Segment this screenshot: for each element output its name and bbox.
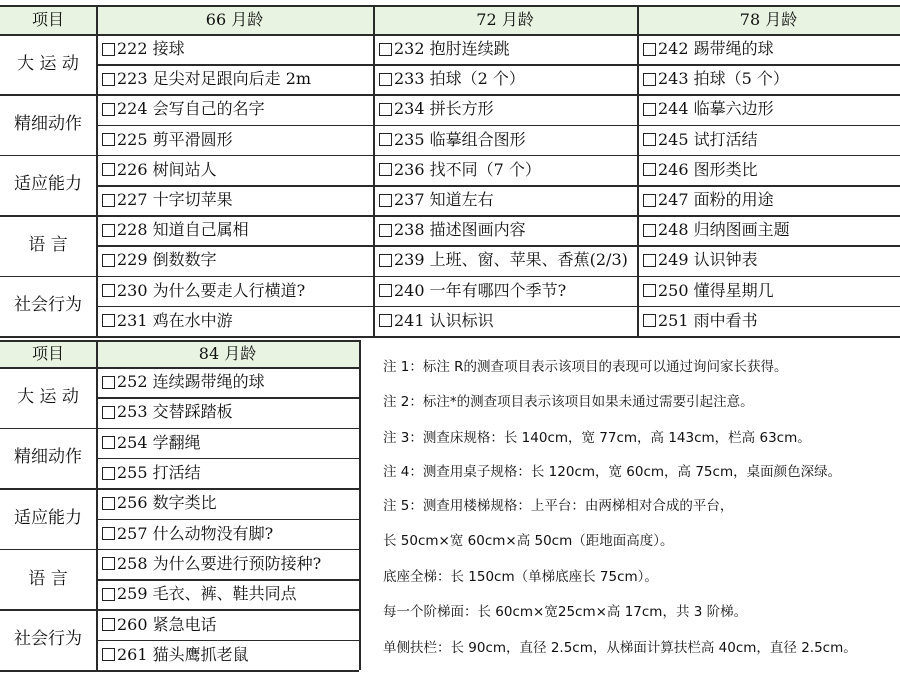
item-text: 249 认识钟表: [658, 250, 758, 270]
grid-line: [637, 5, 639, 336]
checkbox: [379, 73, 392, 86]
table-cell: [96, 549, 359, 579]
checkbox: [379, 254, 392, 267]
table-cell: [373, 245, 637, 275]
checkbox: [379, 103, 392, 116]
table-cell: [96, 34, 373, 64]
checkbox: [102, 588, 115, 601]
checkbox: [379, 43, 392, 56]
grid-line: [0, 34, 900, 36]
item-text: 240 一年有哪四个季节?: [394, 280, 567, 300]
grid-line: [96, 640, 359, 642]
checkbox: [643, 133, 656, 146]
grid-line: [96, 397, 359, 399]
category-label: 大 运 动: [17, 386, 79, 407]
table-cell: [96, 640, 359, 670]
note-line: 注 3：测查床规格：长 140cm，宽 77cm，高 143cm，栏高 63cm。: [383, 430, 811, 446]
item-text: 224 会写自己的名字: [117, 99, 265, 119]
note-line: 每一个阶梯面：长 60cm×宽25cm×高 17cm，共 3 阶梯。: [383, 604, 748, 620]
checkbox: [643, 163, 656, 176]
item-text: 253 交替踩踏板: [117, 402, 233, 422]
checkbox: [102, 284, 115, 297]
table-cell: [373, 64, 637, 94]
grid-line: [373, 5, 375, 336]
item-text: 254 学翻绳: [117, 432, 201, 452]
checkbox: [102, 376, 115, 389]
checkbox: [102, 497, 115, 510]
note-line: 长 50cm×宽 60cm×高 50cm（距地面高度）。: [383, 533, 674, 549]
grid-line: [96, 306, 900, 308]
item-text: 237 知道左右: [394, 190, 494, 210]
checkbox: [643, 194, 656, 207]
grid-line: [96, 125, 900, 127]
item-text: 229 倒数数字: [117, 250, 217, 270]
category-label: 适应能力: [14, 174, 82, 195]
checkbox: [102, 406, 115, 419]
item-text: 256 数字类比: [117, 493, 217, 513]
item-text: 242 踢带绳的球: [658, 39, 774, 59]
grid-line: [0, 428, 359, 430]
item-text: 233 拍球（2 个）: [394, 69, 525, 89]
item-text: 222 接球: [117, 39, 185, 59]
table-cell: [96, 245, 373, 275]
item-text: 235 临摹组合图形: [394, 129, 526, 149]
header-78-months: 78 月龄: [637, 5, 900, 34]
checkbox: [102, 467, 115, 480]
table-cell: [637, 64, 900, 94]
grid-line: [0, 670, 359, 672]
table-cell: [637, 125, 900, 155]
checkbox: [379, 163, 392, 176]
item-text: 260 紧急电话: [117, 614, 217, 634]
checkbox: [102, 224, 115, 237]
checkbox: [379, 194, 392, 207]
item-text: 261 猫头鹰抓老鼠: [117, 644, 249, 664]
table-cell: [96, 488, 359, 518]
grid-line: [0, 488, 359, 490]
item-text: 225 剪平滑圆形: [117, 129, 233, 149]
grid-line: [96, 5, 98, 336]
category-label: 精细动作: [14, 447, 82, 468]
grid-line: [0, 336, 900, 338]
item-text: 257 什么动物没有脚?: [117, 523, 274, 543]
table-cell: [96, 397, 359, 427]
table-cell: [637, 94, 900, 124]
table-cell: [96, 306, 373, 336]
table-cell: [373, 155, 637, 185]
checkbox: [102, 314, 115, 327]
checkbox: [102, 73, 115, 86]
item-text: 255 打活结: [117, 463, 201, 483]
checkbox: [643, 224, 656, 237]
grid-line: [0, 276, 900, 278]
item-text: 226 树间站人: [117, 159, 217, 179]
header-item: 项目: [0, 5, 96, 34]
grid-line: [96, 64, 900, 66]
checkbox: [379, 133, 392, 146]
item-text: 244 临摹六边形: [658, 99, 774, 119]
item-text: 230 为什么要走人行横道?: [117, 280, 306, 300]
checkbox: [643, 314, 656, 327]
checkbox: [102, 618, 115, 631]
item-text: 223 足尖对足跟向后走 2m: [117, 69, 312, 89]
table-cell: [96, 367, 359, 397]
grid-line: [0, 94, 900, 96]
table-cell: [373, 215, 637, 245]
table-cell: [373, 125, 637, 155]
checkbox: [643, 73, 656, 86]
checkbox: [102, 557, 115, 570]
header-72-months: 72 月龄: [373, 5, 637, 34]
table-cell: [96, 125, 373, 155]
note-line: 注 5：测查用楼梯规格：上平台：由两梯相对合成的平台，: [383, 498, 734, 514]
item-text: 251 雨中看书: [658, 310, 758, 330]
item-text: 231 鸡在水中游: [117, 310, 233, 330]
checkbox: [102, 133, 115, 146]
item-text: 248 归纳图画主题: [658, 220, 790, 240]
table-cell: [96, 94, 373, 124]
checkbox: [643, 43, 656, 56]
grid-line: [96, 185, 900, 187]
item-text: 234 拼长方形: [394, 99, 494, 119]
item-text: 259 毛衣、裤、鞋共同点: [117, 584, 297, 604]
checkbox: [102, 527, 115, 540]
table-cell: [96, 215, 373, 245]
checkbox: [102, 436, 115, 449]
table-cell: [96, 579, 359, 609]
checkbox: [102, 163, 115, 176]
item-text: 258 为什么要进行预防接种?: [117, 553, 322, 573]
category-label: 语 言: [28, 568, 68, 589]
checkbox: [643, 284, 656, 297]
checkbox: [102, 254, 115, 267]
table-cell: [637, 306, 900, 336]
grid-line: [0, 609, 359, 611]
note-line: 单侧扶栏：长 90cm，直径 2.5cm，从梯面计算扶栏高 40cm，直径 2.5cm。: [383, 640, 857, 656]
note-line: 注 2：标注*的测查项目表示该项目如果未通过需要引起注意。: [383, 394, 754, 410]
checkbox: [379, 284, 392, 297]
category-label: 大 运 动: [17, 53, 79, 74]
note-line: 注 1：标注 R的测查项目表示该项目的表现可以通过询问家长获得。: [383, 359, 788, 375]
grid-line: [0, 155, 900, 157]
item-text: 238 描述图画内容: [394, 220, 526, 240]
item-text: 241 认识标识: [394, 310, 494, 330]
table-cell: [96, 609, 359, 639]
checkbox: [102, 103, 115, 116]
checkbox: [102, 43, 115, 56]
table-cell: [96, 519, 359, 549]
table-cell: [96, 185, 373, 215]
header-66-months: 66 月龄: [96, 5, 373, 34]
item-text: 227 十字切苹果: [117, 190, 233, 210]
item-text: 239 上班、窗、苹果、香蕉(2/3): [394, 250, 628, 270]
table-cell: [96, 428, 359, 458]
item-text: 245 试打活结: [658, 129, 758, 149]
table-cell: [96, 458, 359, 488]
header-84-months: 84 月龄: [96, 340, 359, 367]
category-label: 语 言: [28, 234, 68, 255]
table-cell: [96, 155, 373, 185]
grid-line: [96, 519, 359, 521]
header-item-2: 项目: [0, 340, 96, 367]
note-line: 注 4：测查用桌子规格：长 120cm，宽 60cm，高 75cm，桌面颜色深绿。: [383, 464, 842, 480]
grid-line: [96, 245, 900, 247]
grid-line: [96, 579, 359, 581]
checkbox: [643, 254, 656, 267]
table-cell: [373, 276, 637, 306]
table-cell: [637, 215, 900, 245]
checkbox: [102, 648, 115, 661]
table-cell: [373, 94, 637, 124]
grid-line: [0, 340, 359, 342]
grid-line: [0, 5, 900, 7]
note-line: 底座全梯：长 150cm（单梯底座长 75cm）。: [383, 569, 658, 585]
grid-line: [0, 367, 359, 369]
table-cell: [637, 155, 900, 185]
table-cell: [373, 306, 637, 336]
checkbox: [379, 224, 392, 237]
item-text: 252 连续踢带绳的球: [117, 372, 265, 392]
grid-line: [96, 340, 98, 670]
table-cell: [96, 64, 373, 94]
checkbox: [379, 314, 392, 327]
item-text: 236 找不同（7 个）: [394, 159, 541, 179]
grid-line: [96, 458, 359, 460]
grid-line: [0, 215, 900, 217]
item-text: 247 面粉的用途: [658, 190, 774, 210]
table-cell: [637, 185, 900, 215]
checkbox: [102, 194, 115, 207]
category-label: 适应能力: [14, 507, 82, 528]
grid-line: [0, 549, 359, 551]
item-text: 243 拍球（5 个）: [658, 69, 789, 89]
item-text: 228 知道自己属相: [117, 220, 249, 240]
table-cell: [373, 185, 637, 215]
category-label: 精细动作: [14, 114, 82, 135]
item-text: 232 抱肘连续跳: [394, 39, 510, 59]
table-cell: [637, 276, 900, 306]
category-label: 社会行为: [14, 629, 82, 650]
table-cell: [373, 34, 637, 64]
table-cell: [637, 245, 900, 275]
item-text: 250 懂得星期几: [658, 280, 774, 300]
table-cell: [96, 276, 373, 306]
grid-line: [359, 340, 361, 670]
checkbox: [643, 103, 656, 116]
item-text: 246 图形类比: [658, 159, 758, 179]
category-label: 社会行为: [14, 295, 82, 316]
table-cell: [637, 34, 900, 64]
